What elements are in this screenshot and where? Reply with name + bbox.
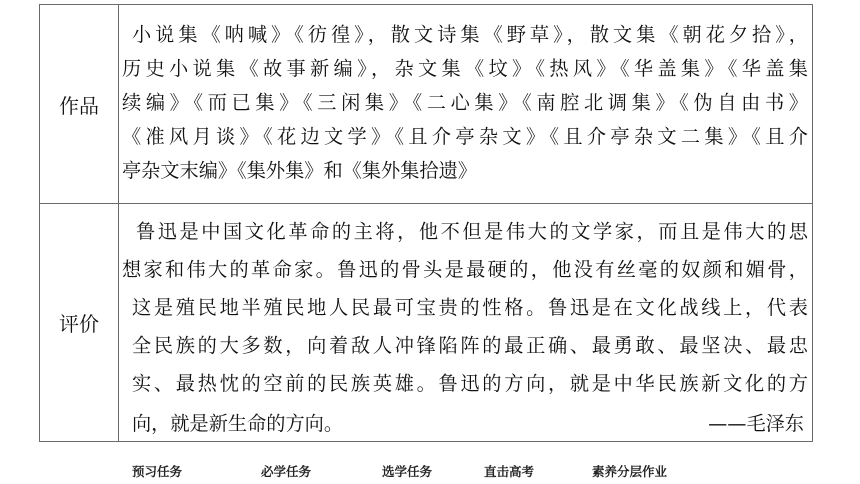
- evaluation-content: [118, 203, 812, 441]
- evaluation-label: 评价: [40, 203, 119, 441]
- nav-layered-homework[interactable]: 素养分层作业: [592, 464, 668, 479]
- works-line: 历史小说集《故事新编》，杂文集《坟》《热风》《华盖集》《华盖集: [122, 57, 808, 80]
- works-content: [118, 5, 812, 203]
- works-line: 亭杂文末编》《集外集》和《集外集拾遗》: [122, 159, 477, 182]
- evaluation-line: 实、最热忱的空前的民族英雄。鲁迅的方向，就是中华民族新文化的方: [132, 372, 808, 395]
- evaluation-line: 这是殖民地半殖民地人民最可宝贵的性格。鲁迅是在文化战线上，代表: [132, 296, 808, 319]
- evaluation-line: 鲁迅是中国文化革命的主将，他不但是伟大的文学家，而且是伟大的思: [136, 220, 808, 243]
- works-line: 续编》《而已集》《三闲集》《二心集》《南腔北调集》《伪自由书》: [122, 91, 808, 114]
- works-label: 作品: [40, 5, 119, 203]
- evaluation-line: 全民族的大多数，向着敌人冲锋陷阵的最正确、最勇敢、最坚决、最忠: [132, 334, 808, 357]
- bottom-nav: [0, 458, 860, 484]
- info-table: [39, 4, 813, 442]
- nav-exam-focus[interactable]: 直击高考: [484, 464, 535, 479]
- works-row: [40, 5, 812, 204]
- evaluation-line: 想家和伟大的革命家。鲁迅的骨头是最硬的，他没有丝毫的奴颜和媚骨，: [122, 258, 808, 281]
- works-line: 《准风月谈》《花边文学》《且介亭杂文》《且介亭杂文二集》《且介: [122, 125, 808, 148]
- nav-required-tasks[interactable]: 必学任务: [261, 464, 312, 479]
- evaluation-line: 向，就是新生命的方向。: [132, 412, 344, 435]
- nav-preview-tasks[interactable]: 预习任务: [132, 464, 183, 479]
- works-line: 小说集《呐喊》《彷徨》，散文诗集《野草》，散文集《朝花夕拾》，: [132, 23, 808, 46]
- nav-elective-tasks[interactable]: 选学任务: [382, 464, 433, 479]
- evaluation-row: [40, 203, 812, 441]
- attribution: ——毛泽东: [708, 412, 804, 435]
